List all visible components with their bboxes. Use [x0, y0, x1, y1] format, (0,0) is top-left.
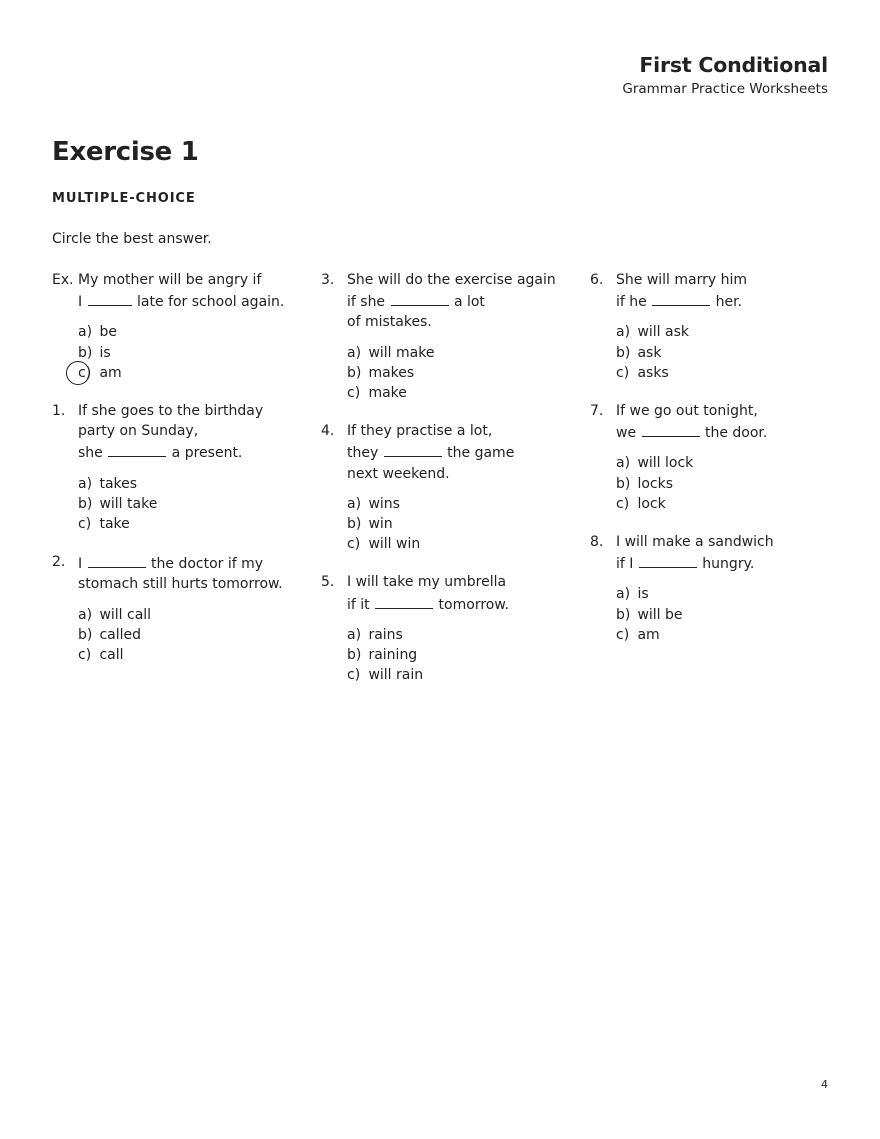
question-line: She will do the exercise again — [347, 272, 556, 288]
answer-option[interactable] — [347, 645, 576, 665]
text-before-blank: if he — [616, 294, 652, 311]
question-number: 6. — [590, 272, 604, 288]
answer-blank — [639, 552, 697, 568]
answer-blank — [642, 421, 700, 437]
option-letter: b) — [616, 606, 631, 623]
answer-option[interactable] — [616, 494, 845, 514]
question-line: I will make a sandwich — [616, 534, 774, 551]
option-text: will call — [95, 606, 152, 623]
answer-option[interactable] — [347, 625, 576, 645]
option-letter: b) — [347, 516, 362, 533]
question-line — [78, 290, 284, 312]
answer-option[interactable] — [616, 474, 845, 494]
option-letter: c) — [616, 364, 630, 381]
option-letter: c) — [616, 626, 630, 643]
answer-blank — [391, 290, 449, 306]
text-after-blank: her. — [711, 294, 743, 311]
question-line — [616, 552, 774, 574]
question-line: I will take my umbrella — [347, 574, 507, 591]
text-after-blank: tomorrow. — [434, 596, 509, 613]
text-before-blank: they — [347, 445, 383, 462]
text-after-blank: the door. — [700, 425, 768, 442]
option-text: rains — [364, 626, 403, 643]
question-text — [347, 572, 509, 614]
answer-option[interactable] — [347, 665, 576, 685]
answer-option[interactable] — [78, 363, 307, 383]
option-text: asks — [633, 364, 669, 381]
column-1 — [52, 270, 307, 683]
answer-options — [78, 605, 307, 666]
column-3 — [590, 270, 845, 663]
answer-blank — [652, 290, 710, 306]
question-7 — [590, 401, 845, 514]
answer-option[interactable] — [347, 494, 576, 514]
text-after-blank: a lot — [449, 294, 485, 311]
question-number: 3. — [321, 272, 335, 288]
question-8 — [590, 532, 845, 645]
question-row — [321, 572, 576, 614]
question-number: 4. — [321, 423, 335, 440]
answer-option[interactable] — [616, 363, 845, 383]
answer-options — [616, 322, 845, 383]
question-line: My mother will be angry if — [78, 272, 262, 288]
question-line — [347, 441, 514, 463]
answer-option[interactable] — [616, 605, 845, 625]
answer-option[interactable] — [347, 514, 576, 534]
answer-option[interactable] — [78, 625, 307, 645]
option-text: will take — [95, 495, 158, 512]
worksheet-header — [622, 52, 828, 99]
answer-option[interactable] — [616, 343, 845, 363]
option-letter: c) — [347, 385, 361, 402]
text-before-blank: if I — [616, 556, 638, 573]
option-letter: b) — [78, 626, 93, 643]
option-letter: a) — [616, 324, 631, 341]
option-text: am — [633, 626, 660, 643]
text-after-blank: the game — [442, 445, 515, 462]
answer-option[interactable] — [616, 453, 845, 473]
option-text: locks — [633, 475, 674, 492]
question-text — [78, 552, 283, 594]
option-letter: a) — [78, 475, 93, 492]
option-text: raining — [364, 647, 418, 664]
question-5 — [321, 572, 576, 685]
question-row — [321, 421, 576, 484]
option-letter: c) — [616, 495, 630, 512]
answer-options — [616, 584, 845, 645]
text-after-blank: hungry. — [697, 556, 755, 573]
answer-option[interactable] — [616, 584, 845, 604]
question-text — [78, 270, 284, 312]
question-line — [347, 593, 509, 615]
instructions: Circle the best answer. — [52, 231, 212, 247]
option-text: take — [95, 516, 130, 533]
option-text: ask — [633, 344, 662, 361]
question-text — [347, 421, 514, 484]
question-number: Ex. — [52, 272, 74, 288]
option-text: is — [633, 586, 649, 603]
answer-options — [616, 453, 845, 514]
option-text: will win — [364, 536, 421, 553]
option-text: will make — [364, 344, 435, 361]
question-line: If they practise a lot, — [347, 423, 493, 440]
column-2 — [321, 270, 576, 703]
question-2 — [52, 552, 307, 665]
answer-options — [347, 494, 576, 555]
option-text: makes — [364, 364, 415, 381]
question-line: If she goes to the birthday — [78, 403, 264, 420]
option-letter: a) — [78, 324, 93, 341]
answer-blank — [375, 593, 433, 609]
answer-circle — [66, 361, 90, 385]
question-line: party on Sunday, — [78, 423, 199, 440]
answer-option[interactable] — [347, 534, 576, 554]
answer-blank — [108, 441, 166, 457]
answer-option[interactable] — [347, 363, 576, 383]
option-letter: b) — [347, 647, 362, 664]
question-1 — [52, 401, 307, 534]
question-number: 1. — [52, 403, 66, 420]
answer-option[interactable] — [78, 645, 307, 665]
question-line — [616, 290, 747, 312]
worksheet-title: First Conditional — [639, 53, 828, 77]
answer-blank — [384, 441, 442, 457]
option-letter: c) — [78, 516, 92, 533]
question-text — [347, 270, 556, 333]
option-letter: a) — [616, 455, 631, 472]
question-line — [616, 421, 767, 443]
option-text: will be — [633, 606, 683, 623]
text-before-blank: I — [78, 294, 87, 311]
question-text — [78, 401, 263, 464]
answer-options — [347, 625, 576, 686]
question-text — [616, 401, 767, 443]
text-after-blank: a present. — [167, 445, 243, 462]
option-text: will rain — [364, 667, 424, 684]
question-line: stomach still hurts tomorrow. — [78, 576, 283, 593]
answer-options — [78, 474, 307, 535]
question-row — [590, 270, 845, 312]
option-letter: b) — [78, 495, 93, 512]
answer-option[interactable] — [78, 322, 307, 342]
answer-option[interactable] — [347, 383, 576, 403]
option-text: is — [95, 344, 111, 361]
text-before-blank: she — [78, 445, 108, 462]
question-row — [590, 532, 845, 574]
option-letter: c) — [78, 647, 92, 664]
exercise-title: Exercise 1 — [52, 137, 199, 167]
option-text: lock — [633, 495, 666, 512]
option-letter: a) — [347, 626, 362, 643]
question-line: next weekend. — [347, 465, 450, 482]
option-text: will lock — [633, 455, 694, 472]
answer-option[interactable] — [78, 514, 307, 534]
question-3 — [321, 270, 576, 403]
answer-options — [347, 343, 576, 404]
question-row — [321, 270, 576, 333]
option-letter: c) — [347, 536, 361, 553]
question-text — [616, 270, 747, 312]
option-letter: a) — [347, 495, 362, 512]
option-letter: b) — [78, 344, 93, 361]
answer-option[interactable] — [347, 343, 576, 363]
answer-option[interactable] — [78, 605, 307, 625]
text-before-blank: we — [616, 425, 641, 442]
option-text: call — [95, 647, 124, 664]
question-line — [78, 441, 263, 463]
question-line: If we go out tonight, — [616, 403, 758, 420]
option-text: wins — [364, 495, 400, 512]
question-line — [347, 290, 556, 312]
page-number: 4 — [821, 1078, 828, 1091]
question-number: 8. — [590, 534, 604, 551]
option-letter: b) — [616, 344, 631, 361]
question-number: 2. — [52, 554, 66, 571]
text-before-blank: if it — [347, 596, 375, 613]
option-text: win — [364, 516, 393, 533]
question-line: of mistakes. — [347, 314, 432, 331]
option-text: am — [95, 364, 122, 381]
option-text: make — [364, 385, 407, 402]
option-letter: b) — [347, 364, 362, 381]
text-after-blank: the doctor if my — [146, 556, 264, 573]
answer-options — [78, 322, 307, 383]
question-line: She will marry him — [616, 272, 748, 288]
question-row — [52, 401, 307, 464]
option-letter: b) — [616, 475, 631, 492]
answer-option[interactable] — [616, 322, 845, 342]
option-text: takes — [95, 475, 138, 492]
text-before-blank: I — [78, 556, 87, 573]
option-letter: c) — [347, 667, 361, 684]
worksheet-subtitle: Grammar Practice Worksheets — [622, 81, 828, 97]
question-text — [616, 532, 774, 574]
option-letter: a) — [78, 606, 93, 623]
answer-option[interactable] — [78, 474, 307, 494]
question-6 — [590, 270, 845, 383]
answer-option[interactable] — [616, 625, 845, 645]
text-after-blank: late for school again. — [132, 294, 285, 311]
option-letter: a) — [616, 586, 631, 603]
question-number: 7. — [590, 403, 604, 420]
answer-blank — [88, 552, 146, 568]
option-letter: a) — [347, 344, 362, 361]
option-text: will ask — [633, 324, 689, 341]
option-text: called — [95, 626, 142, 643]
question-example — [52, 270, 307, 383]
text-before-blank: if she — [347, 294, 390, 311]
section-label: MULTIPLE-CHOICE — [52, 191, 196, 206]
question-row — [590, 401, 845, 443]
question-4 — [321, 421, 576, 554]
option-text: be — [95, 324, 117, 341]
question-row — [52, 270, 307, 312]
question-number: 5. — [321, 574, 335, 591]
option-letter: c) — [78, 364, 92, 381]
question-row — [52, 552, 307, 594]
answer-blank — [88, 290, 132, 306]
answer-option[interactable] — [78, 494, 307, 514]
answer-option[interactable] — [78, 343, 307, 363]
question-line — [78, 552, 283, 574]
